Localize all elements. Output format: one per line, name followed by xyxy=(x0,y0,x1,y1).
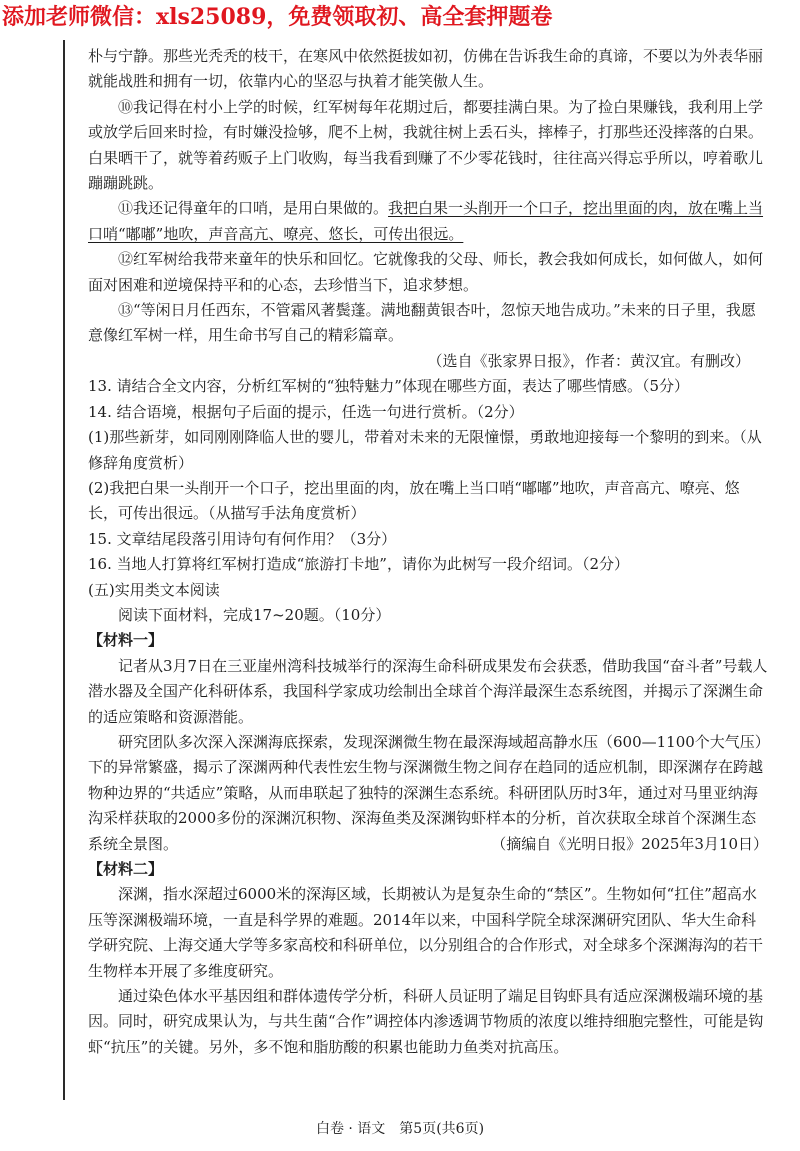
question-14-option-2: (2)我把白果一头削开一个口子，挖出里面的肉，放在嘴上当口哨“嘟嘟”地吹，声音高亢、嘹亮、悠长，可传出很远。（从描写手法角度赏析） xyxy=(88,478,740,523)
question-14-option-1: (1)那些新芽，如同刚刚降临人世的婴儿，带着对未来的无限憧憬，勇敢地迎接每一个黎明的到来。（从修辞角度赏析） xyxy=(88,428,762,472)
material-1-paragraph-2 xyxy=(88,730,768,857)
material-2-paragraph-2: 通过染色体水平基因组和群体遗传学分析，科研人员证明了端足目钩虾具有适应深渊极端环境的基因。同时，研究成果认为，与共生菌“合作”调控体内渗透调节物质的浓度以维持细胞完整性，可能是钩虾“抗压”的关键。另外，多不饱和脂肪酸的积累也能助力鱼类对抗高压。 xyxy=(88,987,764,1056)
material-1-paragraph-1: 记者从3月7日在三亚崖州湾科技城举行的深海生命科研成果发布会获悉，借助我国“奋斗者”号载人潜水器及全国产化科研体系，我国科学家成功绘制出全球首个海洋最深生态系统图，并揭示了深渊生命的适应策略和资源潜能。 xyxy=(88,656,768,726)
page-footer: 白卷 · 语文 第5页(共6页) xyxy=(315,1121,485,1137)
essay-paragraph-11 xyxy=(88,196,768,247)
question-13: 13. 请结合全文内容，分析红军树的“独特魅力”体现在哪些方面，表达了哪些情感。（5分） xyxy=(88,377,690,396)
question-15: 15. 文章结尾段落引用诗句有何作用？（3分） xyxy=(88,529,397,548)
wechat-banner: 添加老师微信：xls25089，免费领取初、高全套押题卷 xyxy=(2,4,553,30)
essay-paragraph-10: ⑩我记得在村小上学的时候，红军树每年花期过后，都要挂满白果。为了捡白果赚钱，我利用上学或放学后回来时捡，有时嫌没捡够，爬不上树，我就往树上丢石头，摔棒子，打那些还没摔落的白果。白果晒干了，就等着药贩子上门收购，每当我看到赚了不少零花钱时，往往高兴得忘乎所以，哼着歌儿蹦蹦跳跳。 xyxy=(88,97,764,193)
underlined-sentence: 我把白果一头削开一个口子，挖出里面的肉，放在嘴上当口哨“嘟嘟”地吹，声音高亢、嘹亮、悠长，可传出很远。 xyxy=(88,199,764,243)
section-5-title: (五)实用类文本阅读 xyxy=(88,580,220,599)
material-2-label: 【材料二】 xyxy=(88,860,164,878)
essay-paragraph-12: ⑫红军树给我带来童年的快乐和回忆。它就像我的父母、师长，教会我如何成长，如何做人，如何面对困难和逆境保持平和的心态，去珍惜当下，追求梦想。 xyxy=(88,250,764,294)
question-16: 16. 当地人打算将红军树打造成“旅游打卡地”，请你为此树写一段介绍词。（2分） xyxy=(88,555,630,574)
binding-line xyxy=(63,40,65,1100)
material-1-label: 【材料一】 xyxy=(88,631,164,650)
section-5-intro: 阅读下面材料，完成17~20题。（10分） xyxy=(118,605,391,624)
material-1-source: （摘编自《光明日报》2025年3月10日） xyxy=(491,834,768,853)
exam-page xyxy=(88,44,768,1060)
question-14: 14. 结合语境，根据句子后面的提示，任选一句进行赏析。（2分） xyxy=(88,402,524,421)
essay-paragraph-13: ⑬“等闲日月任西东，不管霜风著鬓蓬。满地翻黄银杏叶，忽惊天地告成功。”未来的日子里，我愿意像红军树一样，用生命书写自己的精彩篇章。 xyxy=(88,301,756,345)
essay-source: （选自《张家界日报》，作者：黄汉宜。有删改） xyxy=(427,351,750,370)
material-2-paragraph-1: 深渊，指水深超过6000米的深海区域，长期被认为是复杂生命的“禁区”。生物如何“扛住”超高水压等深渊极端环境，一直是科学界的难题。2014年以来，中国科学院全球深渊研究团队、华大生命科学研究院、上海交通大学等多家高校和科研单位，以分别组合的合作形式，对全球多个深渊海沟的若干生物样本开展了多维度研究。 xyxy=(88,885,764,980)
material-1-paragraph-2-text: 研究团队多次深入深渊海底探索，发现深渊微生物在最深海域超高静水压（600—1100个大气压）下的异常繁盛，揭示了深渊两种代表性宏生物与深渊微生物之间存在趋同的适应机制，即深渊存在跨越物种边界的“共适应”策略，从而串联起了独特的深渊生态系统。科研团队历时3年，通过对马里亚纳海沟采样获取的2000多份的深渊沉积物、深海鱼类及深渊钩虾样本的分析，首次获取全球首个深渊生态系统全景图。 xyxy=(88,732,764,853)
essay-paragraph-continued: 朴与宁静。那些光秃秃的枝干，在寒风中依然挺拔如初，仿佛在告诉我生命的真谛，不要以为外表华丽就能战胜和拥有一切，依靠内心的坚忍与执着才能笑傲人生。 xyxy=(88,47,764,91)
paragraph-11-lead: ⑪我还记得童年的口哨，是用白果做的。 xyxy=(118,199,389,218)
